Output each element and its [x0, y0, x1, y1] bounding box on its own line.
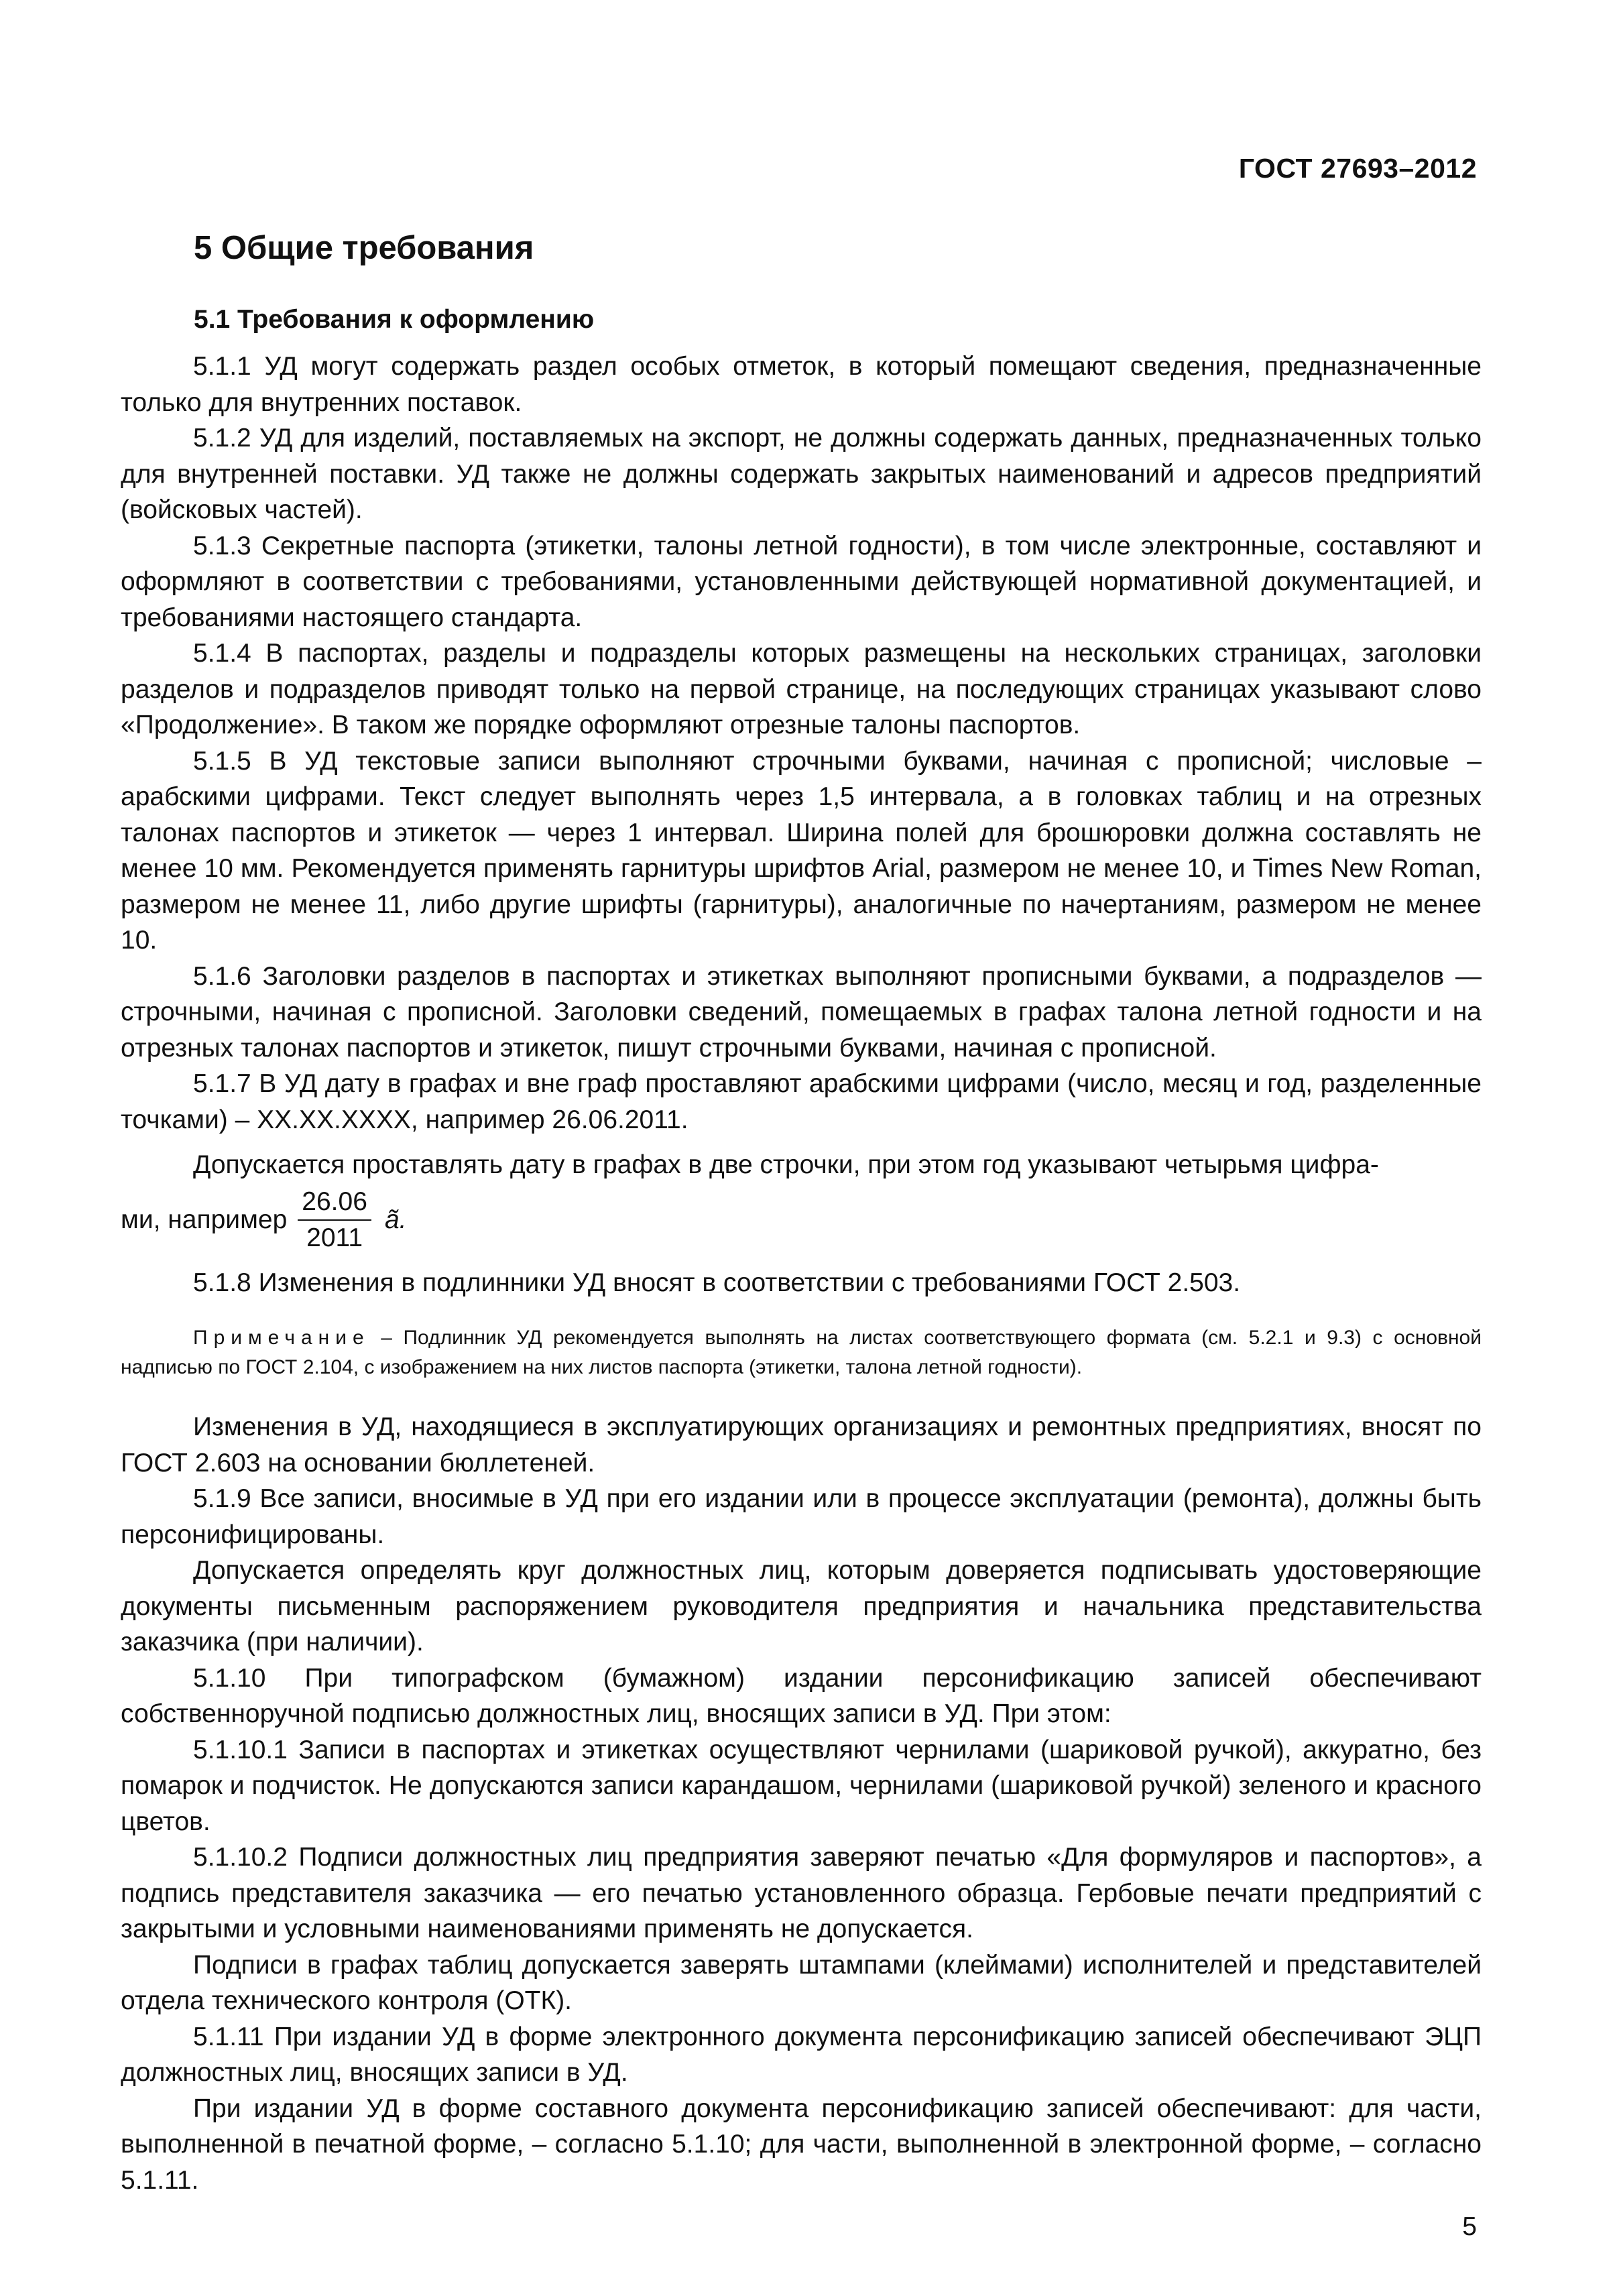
paragraph-5-1-11-extra: При издании УД в форме составного документа персонификацию записей обеспечивают: для части, выполненной в печатной форме, – согласно 5.1.10; для части, выполненной в электронной форме, – согласно 5.1.11.: [121, 2094, 1482, 2195]
fraction-prefix: ми, например: [121, 1205, 288, 1234]
note: [121, 1323, 1482, 1382]
date-fraction-example: [121, 1185, 1482, 1256]
section-title: 5 Общие требования: [194, 230, 534, 266]
paragraph-5-1-7: 5.1.7 В УД дату в графах и вне граф проставляют арабскими цифрами (число, месяц и год, разделенные точками) – XX.XX.XXXX, например 26.06.2011.: [121, 1069, 1482, 1134]
paragraph-5-1-7-date: Допускается проставлять дату в графах в две строчки, при этом год указывают четырьмя цифра-: [193, 1150, 1379, 1179]
paragraph-5-1-10: 5.1.10 При типографском (бумажном) издании персонификацию записей обеспечивают собственноручной подписью должностных лиц, вносящих записи в УД. При этом:: [121, 1663, 1482, 1728]
fraction-numerator: 26.06: [298, 1185, 371, 1221]
paragraph-5-1-2: 5.1.2 УД для изделий, поставляемых на экспорт, не должны содержать данных, предназначенных только для внутренней поставки. УД также не должны содержать закрытых наименований и адресов предприятий (войсковых частей).: [121, 424, 1482, 524]
page-number: 5: [1462, 2212, 1477, 2241]
paragraph-5-1-1: 5.1.1 УД могут содержать раздел особых отметок, в который помещают сведения, предназначенные только для внутренних поставок.: [121, 352, 1482, 417]
paragraph-5-1-5: 5.1.5 В УД текстовые записи выполняют строчными буквами, начиная с прописной; числовые – арабскими цифрами. Текст следует выполнять через 1,5 интервала, а в головках таблиц и на отрезных талонах паспортов и этикеток — через 1 интервал. Ширина полей для брошюровки должна составлять не менее 10 мм. Рекомендуется применять гарнитуры шрифтов Arial, размером не менее 10, и Times New Roman, размером не менее 11, либо другие шрифты (гарнитуры), аналогичные по начертаниям, размером не менее 10.: [121, 746, 1482, 955]
date-fraction: [298, 1185, 371, 1256]
paragraph-5-1-4: 5.1.4 В паспортах, разделы и подразделы которых размещены на нескольких страницах, заголовки разделов и подразделов приводят только на первой странице, на последующих страницах указывают слово «Продолжение». В таком же порядке оформляют отрезные талоны паспортов.: [121, 639, 1482, 739]
document-body: [121, 349, 1482, 2198]
paragraph-5-1-9: 5.1.9 Все записи, вносимые в УД при его издании или в процессе эксплуатации (ремонта), должны быть персонифицированы.: [121, 1484, 1482, 1549]
paragraph-5-1-11: 5.1.11 При издании УД в форме электронного документа персонификацию записей обеспечивают ЭЦП должностных лиц, вносящих записи в УД.: [121, 2022, 1482, 2087]
paragraph-5-1-3: 5.1.3 Секретные паспорта (этикетки, талоны летной годности), в том числе электронные, составляют и оформляют в соответствии с требованиями, установленными действующей нормативной документацией, и требованиями настоящего стандарта.: [121, 531, 1482, 632]
fraction-suffix: ã.: [384, 1205, 407, 1234]
document-code: ГОСТ 27693–2012: [1238, 153, 1477, 184]
paragraph-5-1-10-1: 5.1.10.1 Записи в паспортах и этикетках осуществляют чернилами (шариковой ручкой), аккуратно, без помарок и подчисток. Не допускаются записи карандашом, чернилами (шариковой ручкой) зеленого и красного цветов.: [121, 1735, 1482, 1836]
note-text: – Подлинник УД рекомендуется выполнять на листах соответствующего формата (см. 5.2.1 и 9.3) с основной надписью по ГОСТ 2.104, с изображением на них листов паспорта (этикетки, талона летной годности).: [121, 1327, 1482, 1378]
subsection-title: 5.1 Требования к оформлению: [194, 305, 595, 334]
paragraph-5-1-8: 5.1.8 Изменения в подлинники УД вносят в соответствии с требованиями ГОСТ 2.503.: [193, 1268, 1241, 1297]
paragraph-5-1-10-2: 5.1.10.2 Подписи должностных лиц предприятия заверяют печатью «Для формуляров и паспортов», а подпись представителя заказчика — его печатью установленного образца. Гербовые печати предприятий с закрытыми и условными наименованиями применять не допускается.: [121, 1843, 1482, 1943]
paragraph-5-1-10-2-extra: Подписи в графах таблиц допускается заверять штампами (клеймами) исполнителей и представителей отдела технического контроля (ОТК).: [121, 1950, 1482, 2015]
paragraph-5-1-9-extra: Допускается определять круг должностных лиц, которым доверяется подписывать удостоверяющие документы письменным распоряжением руководителя предприятия и начальника представительства заказчика (при наличии).: [121, 1556, 1482, 1656]
paragraph-changes: Изменения в УД, находящиеся в эксплуатирующих организациях и ремонтных предприятиях, вносят по ГОСТ 2.603 на основании бюллетеней.: [121, 1412, 1482, 1477]
fraction-denominator: 2011: [306, 1223, 363, 1252]
note-label: Примечание: [193, 1327, 370, 1349]
paragraph-5-1-6: 5.1.6 Заголовки разделов в паспортах и этикетках выполняют прописными буквами, а подразделов — строчными, начиная с прописной. Заголовки сведений, помещаемых в графах талона летной годности и на отрезных талонах паспортов и этикеток, пишут строчными буквами, начиная с прописной.: [121, 961, 1482, 1063]
